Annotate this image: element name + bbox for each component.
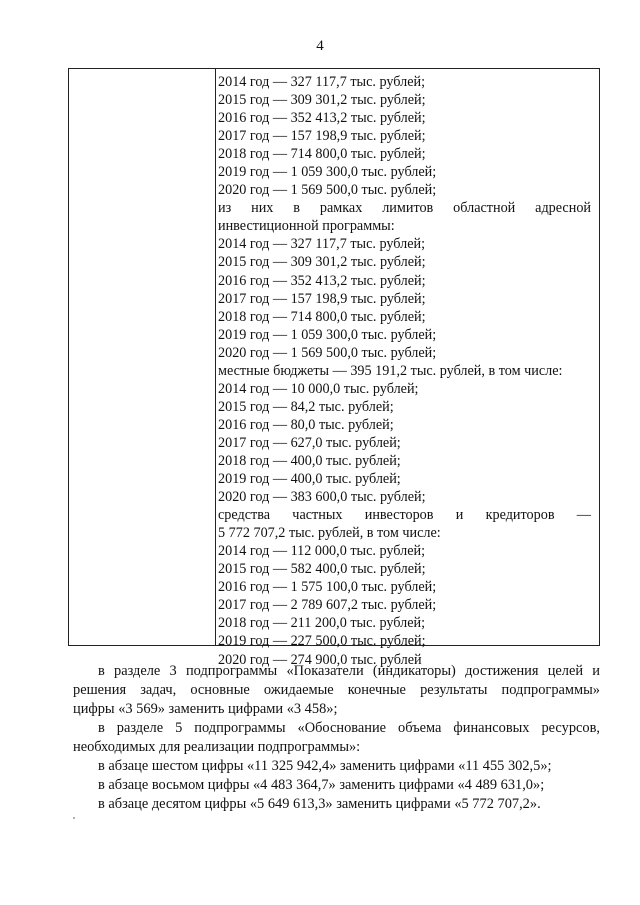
funding-table xyxy=(68,68,600,668)
table-line: 2020 год — 1 569 500,0 тыс. рублей; xyxy=(218,344,437,361)
table-line: 2017 год — 2 789 607,2 тыс. рублей; xyxy=(218,597,437,614)
table-line: 2017 год — 627,0 тыс. рублей; xyxy=(218,434,401,451)
table-line: 2020 год — 1 569 500,0 тыс. рублей; xyxy=(218,182,437,199)
table-line: 2020 год — 383 600,0 тыс. рублей; xyxy=(218,489,426,506)
table-line: 2019 год — 1 059 300,0 тыс. рублей; xyxy=(218,164,437,181)
paragraph-line: в разделе 5 подпрограммы «Обоснование объема финансовых ресурсов, xyxy=(98,720,600,736)
table-line: местные бюджеты — 395 191,2 тыс. рублей, в том числе: xyxy=(218,362,563,379)
table-line: 2014 год — 327 117,7 тыс. рублей; xyxy=(218,236,426,253)
table-line: 2016 год — 352 413,2 тыс. рублей; xyxy=(218,272,426,289)
table-line: 2015 год — 309 301,2 тыс. рублей; xyxy=(218,92,426,109)
table-line: 2015 год — 84,2 тыс. рублей; xyxy=(218,398,394,415)
table-line: 2018 год — 400,0 тыс. рублей; xyxy=(218,452,401,469)
table-line: 2014 год — 10 000,0 тыс. рублей; xyxy=(218,380,419,397)
table-column-divider xyxy=(215,69,216,645)
table-line: 2018 год — 714 800,0 тыс. рублей; xyxy=(218,146,426,163)
table-line: 2018 год — 714 800,0 тыс. рублей; xyxy=(218,308,426,325)
table-line: инвестиционной программы: xyxy=(218,218,395,235)
table-line: 2018 год — 211 200,0 тыс. рублей; xyxy=(218,615,426,632)
paragraph-line: цифры «3 569» заменить цифрами «3 458»; xyxy=(73,701,338,717)
paragraph-abzac-6 xyxy=(98,757,600,776)
paragraph-section-3-cont xyxy=(73,681,600,719)
table-right-cell xyxy=(218,73,591,669)
table-line: 2019 год — 1 059 300,0 тыс. рублей; xyxy=(218,326,437,343)
table-line: 2017 год — 157 198,9 тыс. рублей; xyxy=(218,128,426,145)
table-line: 2015 год — 309 301,2 тыс. рублей; xyxy=(218,254,426,271)
paragraph-line: в абзаце шестом цифры «11 325 942,4» заменить цифрами «11 455 302,5»; xyxy=(98,758,552,774)
table-line: 2019 год — 400,0 тыс. рублей; xyxy=(218,471,401,488)
table-line: 2015 год — 582 400,0 тыс. рублей; xyxy=(218,561,426,578)
table-line: 2020 год — 274 900,0 тыс. рублей xyxy=(218,651,422,668)
table-line: средства частных инвесторов и кредиторов — xyxy=(218,507,591,524)
table-line: 2014 год — 327 117,7 тыс. рублей; xyxy=(218,74,426,90)
paragraph-section-5-cont xyxy=(73,738,600,757)
paragraph-abzac-8 xyxy=(98,776,600,795)
table-line: 5 772 707,2 тыс. рублей, в том числе: xyxy=(218,525,441,542)
paragraph-line: в абзаце десятом цифры «5 649 613,3» заменить цифрами «5 772 707,2». xyxy=(98,796,541,812)
table-line: из них в рамках лимитов областной адресной xyxy=(218,200,591,217)
table-line: 2017 год — 157 198,9 тыс. рублей; xyxy=(218,290,426,307)
paragraph-line: решения задач, основные ожидаемые конечные результаты подпрограммы» xyxy=(73,682,600,698)
table-line: 2014 год — 112 000,0 тыс. рублей; xyxy=(218,543,426,560)
paragraph-section-5 xyxy=(98,719,600,738)
table-line: 2016 год — 80,0 тыс. рублей; xyxy=(218,416,394,433)
paragraph-section-3 xyxy=(98,662,600,681)
paragraph-line: в разделе 3 подпрограммы «Показатели (индикаторы) достижения целей и xyxy=(98,663,600,679)
table-line: 2016 год — 352 413,2 тыс. рублей; xyxy=(218,110,426,127)
scan-speck xyxy=(73,817,75,819)
paragraph-abzac-10 xyxy=(98,795,600,814)
paragraph-line: необходимых для реализации подпрограммы»: xyxy=(73,739,361,755)
page-number: 4 xyxy=(316,38,324,54)
paragraph-line: в абзаце восьмом цифры «4 483 364,7» заменить цифрами «4 489 631,0»; xyxy=(98,777,545,793)
table-line: 2019 год — 227 500,0 тыс. рублей; xyxy=(218,633,426,650)
table-line: 2016 год — 1 575 100,0 тыс. рублей; xyxy=(218,579,437,596)
